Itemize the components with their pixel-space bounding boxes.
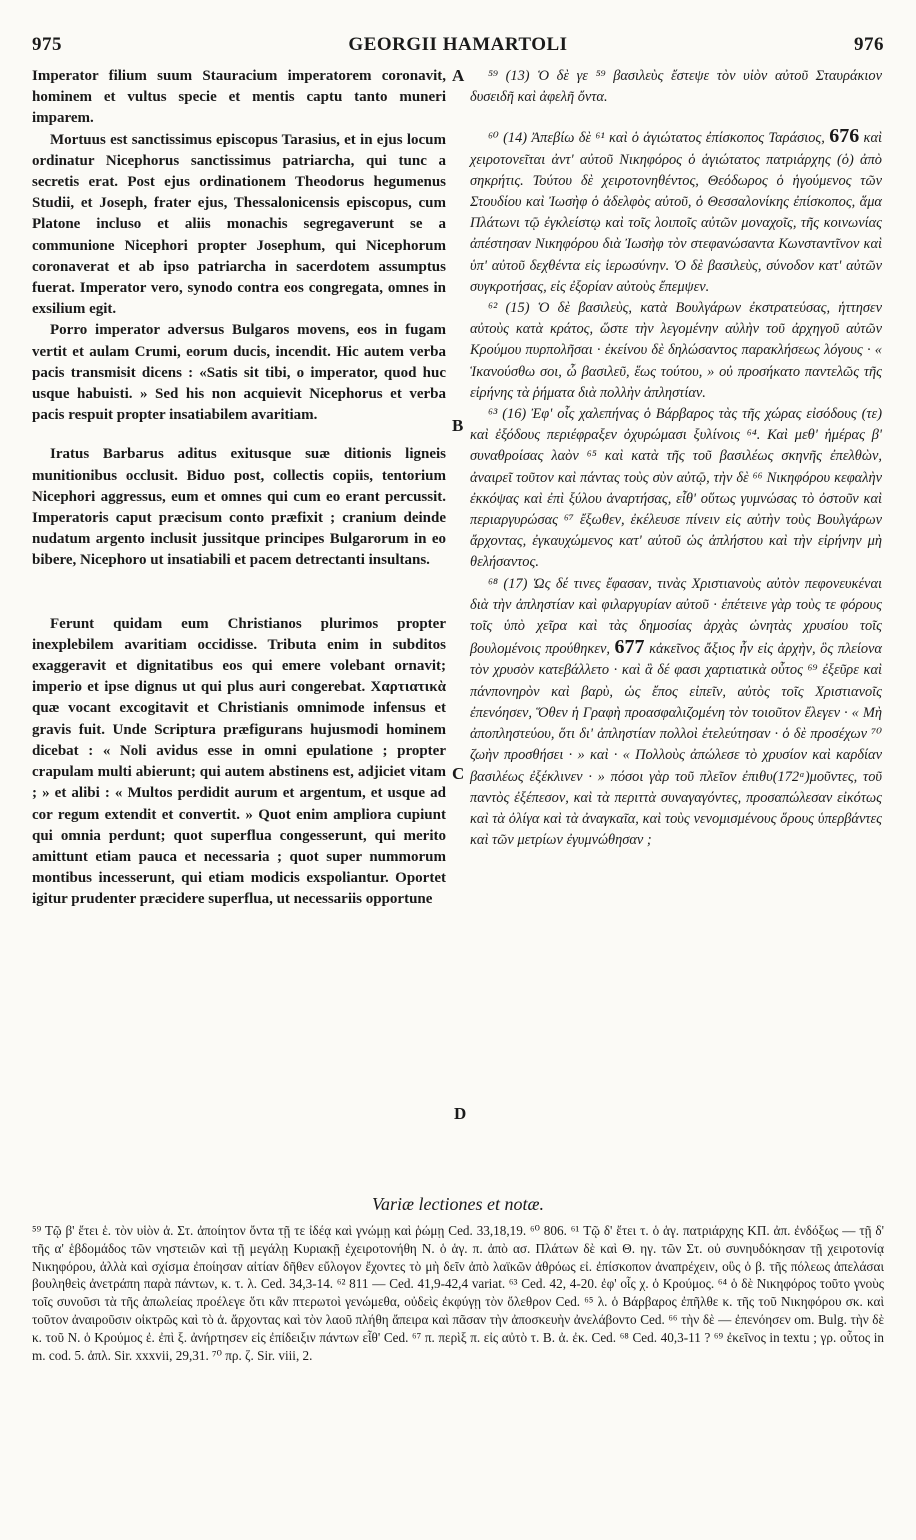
latin-paragraph: Iratus Barbarus aditus exitusque suæ ditionis ligneis munitionibus occlusit. Biduo post, collectis copiis, tentorium Nicephori aggressus, eum et omnes qui cum eo erant percussit. Imperatoris caput præcisum conto præfixit ; cranium deinde nudatum argento inclusit jussitque principes Bulgarorum in eo bibere, Nicephoro ut insatiabili et pacem detrectanti insultans.	[32, 446, 446, 569]
margin-letter-b: B	[452, 416, 464, 435]
page-header	[32, 34, 884, 64]
greek-paragraph	[470, 574, 882, 852]
margin-letter-c: C	[452, 764, 465, 783]
greek-column	[470, 66, 882, 1196]
latin-paragraph: Mortuus est sanctissimus episcopus Tarasius, et in ejus locum ordinatur Nicephorus sanctissimus patriarcha, qui tunc a secretis erat. Post ejus ordinationem Theodorus hegumenus Studii, et Joseph, frater ejus, Thessalonicensis episcopus, cum Platone incluso et aliis monachis segregaverunt se a communione Nicephori propter Josephum, qui Nicephorum coronaverat et ab ipso patriarcha in sacerdotem assumptus fuerat. Imperator vero, synodo contra eos congregata, omnes in exsilium egit.	[32, 131, 446, 318]
greek-text: κἀκεῖνος ἄξιος ἦν εἰς ἀρχὴν, ὃς πλείονα τὸν χρυσὸν κατεβάλλετο · καὶ ἃ δέ φασι χαρτιατικὰ οὗτος ⁶⁹ ἐξεῦρε καὶ πάνπονηρὸν καὶ βαρὺ, ὡς ἔπος εἰπεῖν, αὐτὸς τοῖς Χριστιανοῖς ἐπενόησεν, Ὅθεν ἡ Γραφὴ προασφαλιζομένη τὸν τοιοῦτον ἔλεγεν · « Μὴ ἀποπληστεύου, ὅτι δι' ἀπληστίαν πολλοὶ ἐτελεύτησαν · ὁ δὲ προσέχων ⁷⁰ ζωὴν προσθήσει · » καὶ · « Πολλοὺς ἀπώλεσε τὸ χρυσίον καὶ καρδίαν βασιλέως ἐξέκλινεν · » πόσοι γὰρ τοῦ πλεῖον ἐπιθυ(172ᵃ)μοῦντες, τοῦ παντὸς ἐξέπεσον, καὶ τὰ περιττὰ συναγαγόντες, προσαπώλεσαν εἰκότως καὶ τὰ ὀλίγα καὶ τὰ ἀναγκαῖα, καὶ τοὺς νενομισμένους ὅρους ὑπερβάντες καὶ τῶν μετρίων ἐγυμνώθησαν ;	[470, 641, 882, 849]
running-title: GEORGII HAMARTOLI	[348, 34, 568, 55]
latin-column	[32, 66, 446, 1196]
greek-text: καὶ χειροτονεῖται ἀντ' αὐτοῦ Νικηφόρος ὁ ἁγιώτατος πατριάρχης (ὁ) ἀπὸ σηκρήτις. Τούτου δὲ χειροτονηθέντος, Θεόδωρος ὁ ἡγούμενος τῶν Στουδίου καὶ Ἰωσὴφ ὁ ἀδελφὸς αὐτοῦ, ὁ Θεσσαλονίκης ἐπίσκοπος, ἅμα Πλάτωνι τῷ ἐγκλείστῳ καὶ τοῖς λοιποῖς αὐτῶν μοναχοῖς, τῆς κοινωνίας ἀπέστησαν Νικηφόρου διὰ Ἰωσὴφ τὸν στεφανώσαντα Κωνσταντῖνον καὶ ὑπ' αὐτοῦ δεχθέντα εἰς ἱερωσύνην. Ὁ δὲ βασιλεὺς, σύνοδον κατ' αὐτῶν συγκροτήσας, εἰς ἐξορίαν αὐτοὺς ἔπεμψεν.	[470, 130, 882, 295]
greek-paragraph: ⁶³ (16) Ἐφ' οἷς χαλεπήνας ὁ Βάρβαρος τὰς τῆς χώρας εἰσόδους (τε) καὶ ἐξόδους περιέφραξεν ὀχυρώμασι ξυλίνοις ⁶⁴. Καὶ μεθ' ἡμέρας β' συναθροίσας λαὸν ⁶⁵ καὶ κατὰ τῆς τοῦ βασιλέως σκηνῆς ἐπελθὼν, ἀναιρεῖ τοῦτον καὶ πάντας τοὺς σὺν αὐτῷ, τὴν δὲ ⁶⁶ Νικηφόρου κεφαλὴν ἐκκόψας καὶ ἐπὶ ξύλου ἀναρτήσας, εἶθ' οὕτως γυμνώσας τὸ ὀστοῦν καὶ περιαργυρώσας ⁶⁷ ἔξωθεν, ἐκέλευσε πίνειν εἰς αὐτὴν τοὺς Βουλγάρων ἄρχοντας, ἐγκαυχώμενος κατ' αὐτοῦ ὡς ἀπλήστου καὶ τὴν εἰρήνην μὴ θελήσαντος.	[470, 406, 882, 571]
page-number-left: 975	[32, 34, 62, 55]
latin-paragraph: Ferunt quidam eum Christianos plurimos propter inexplebilem avaritiam occidisse. Tributa enim in subditos exaggeravit et dignitatibus eos qui emere volebant ornavit; imperio et ipse dignus ut qui plus auri congerebat. Χαρτιατικὰ quæ vocant excogitavit et Christianis omnimode infensus et gravis fuit. Unde Scriptura præfigurans hujusmodi hominem dicebat : « Noli avidus esse in omni epulatione ; propter crapulam multi abierunt; qui autem abstinens est, adjiciet vitam ; » et alibi : « Multos perdidit aurum et argentum, et usque ad cor regum extendit et convertit. » Quot enim ampliora cupiunt qui omnia perdunt; quot superflua congesserunt, qui merito amittunt etiam pauca et necessaria ; quot super nummorum montibus incesserunt, qui etiam modicis exspoliantur. Oportet igitur prudenter præcidere superflua, ut necessariis opportune	[32, 615, 446, 908]
page-number-right: 976	[854, 34, 884, 55]
footnotes: ⁵⁹ Τῷ β' ἔτει ἑ. τὸν υἱὸν ἀ. Στ. ἀποίητον ὄντα τῇ τε ἰδέᾳ καὶ γνώμῃ καὶ ῥώμῃ Ced. 33,18,19. ⁶⁰ 806. ⁶¹ Τῷ δ' ἔτει τ. ὁ ἁγ. πατριάρχης ΚΠ. ἀπ. ἐνδόξως — τῇ δ' τῆς α' ἑβδομάδος τῶν νηστειῶν καὶ τῇ μεγάλῃ Κυριακῇ ἐχειροτονήθη Ν. ὁ ἁγ. π. ἀπὸ ασ. Πλάτων δὲ καὶ Θ. ηγ. τῶν Στ. οὐ συνηυδόκησαν τῇ χειροτονίᾳ Νικηφόρου, ἀλλὰ καὶ σχίσμα ἐποίησαν αἰτίαν δῆθεν εὔλογον ἔχοντες τὸ μὴ δεῖν ἀπὸ λαϊκῶν ἀθρόως εἰ. ἐπίσκοπον ἀναπρέχειν, οὓς ὁ β. τῆς πόλεως ἀπελάσαι βουληθεὶς ἀνετράπη παρὰ πάντων, κ. τ. λ. Ced. 34,3-14. ⁶² 811 — Ced. 41,9-42,4 variat. ⁶³ Ced. 42, 4-20. ἐφ' οἷς χ. ὁ Κρούμος. ⁶⁴ ὁ δὲ Νικηφόρος τοῦτο γνοὺς τοῖς συνοῦσι τὰ τῆς ἀπωλείας προέλεγε ὅτι κἂν πτερωτοὶ γενώμεθα, οὐδεὶς ἐκφύγῃ τὸν ὄλεθρον Ced. ⁶⁵ λ. ὁ Βάρβαρος ἐπῆλθε κ. τῆς τοῦ Νικηφόρου σκ. καὶ τοῦτον ἀναιροῦσιν οἰκτρῶς καὶ τὸ ἀ. ἄρχοντας καὶ τὸν λαοῦ πλήθη ἄπειρα καὶ πᾶσαν τὴν ἀποσκευὴν ἀνελάβοντο Ced. ⁶⁶ τὴν δὲ — ἐπενόησεν om. Bulg. τὴν δὲ κ. τοῦ Ν. ὁ Κρούμος ἐ. ἐπὶ ξ. ἀνήρτησεν εἰς ἐπίδειξιν πάντων εἶθ' Ced. ⁶⁷ π. περὶξ π. εἰς αὐτὸ τ. Β. ἀ. ἐκ. Ced. ⁶⁸ Ced. 40,3-11 ? ⁶⁹ ἐκεῖνος in textu ; γρ. οὗτος in m. cod. 5. ἀπλ. Sir. xxxvii, 29,31. ⁷⁰ πρ. ζ. Sir. viii, 2.	[32, 1223, 884, 1363]
margin-letter-a: A	[452, 66, 465, 85]
latin-paragraph: Porro imperator adversus Bulgaros movens, eos in fugam vertit et aulam Crumi, eorum ducis, incendit. Hic autem verba pacis transmisit dicens : «Satis sit tibi, o imperator, quod huc usque habuisti. » Sed his non acquievit Nicephorus et verba pacis respuit propter insatiabilem avaritiam.	[32, 322, 446, 424]
notes-heading: Variæ lectiones et notæ.	[372, 1194, 544, 1214]
greek-paragraph	[470, 126, 882, 298]
column-number: 677	[614, 636, 645, 659]
greek-paragraph: ⁵⁹ (13) Ὁ δὲ γε ⁵⁹ βασιλεὺς ἔστεψε τὸν υἱὸν αὐτοῦ Σταυράκιον δυσειδῆ καὶ ἀφελῆ ὄντα.	[470, 68, 882, 106]
greek-paragraph: ⁶² (15) Ὁ δὲ βασιλεὺς, κατὰ Βουλγάρων ἐκστρατεύσας, ἡττησεν αὐτοὺς κατὰ κράτος, ὥστε τὴν λεγομένην αὐλὴν τοῦ ἀρχηγοῦ αὐτῶν Κρούμου πυρπολῆσαι · ἐκείνου δὲ δηλώσαντος παρακλήσεως λόγους · « Ἱκανούσθω σοι, ὦ βασιλεῦ, ἕως τούτου, » οὐ προσήκατο παντελῶς τῆς εἰρήνης τὰ ῥήματα διὰ πολλὴν ἀπληστίαν.	[470, 300, 882, 401]
greek-text: ⁶⁰ (14) Ἀπεβίω δὲ ⁶¹ καὶ ὁ ἁγιώτατος ἐπίσκοπος Ταράσιος,	[488, 130, 825, 147]
column-number: 676	[829, 125, 860, 148]
latin-paragraph: Imperator filium suum Stauracium imperatorem coronavit, hominem et vultus specie et mentis captu tanto muneri imparem.	[32, 68, 446, 127]
greek-text: ⁶⁸ (17) Ὡς δέ τινες ἔφασαν, τινὰς Χριστιανοὺς αὐτὸν πεφονευκέναι διὰ τὴν ἀπληστίαν καὶ φιλαργυρίαν αὐτοῦ · ἐπέτεινε γὰρ τοὺς τε φόρους τοῖς ὑπὸ χεῖρα καὶ τὰς δημοσίας ἀρχὰς ὠνητὰς χρυσίου τοῖς βουλομένοις προύθηκεν,	[470, 575, 882, 658]
margin-letter-d: D	[454, 1104, 467, 1123]
